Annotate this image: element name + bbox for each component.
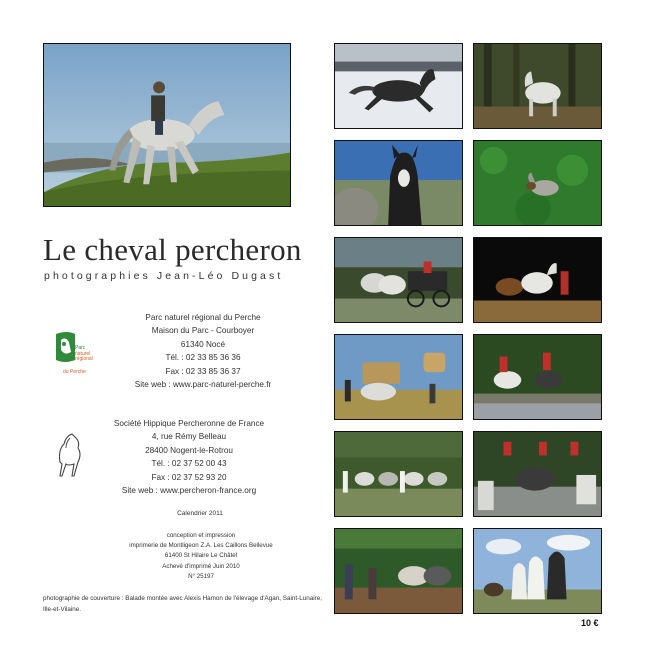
societe-name: Société Hippique Percheronne de France xyxy=(113,419,265,428)
parc-logo-word: régional xyxy=(75,356,93,363)
month-photo xyxy=(334,528,463,614)
printing-date: Achevé d'imprimé Juin 2010 xyxy=(162,562,240,570)
calendar-label: Calendrier 2011 xyxy=(177,510,223,517)
month-photo xyxy=(473,528,602,614)
cover-photo-caption: photographie de couverture : Balade montée avec Alexis Hamon de l'élevage d'Agan, Saint-Lunaire, Ille-et-Vilaine. xyxy=(43,595,322,613)
month-photo xyxy=(473,43,602,129)
societe-website: Site web : www.percheron-france.org xyxy=(121,485,257,495)
printing-company: imprimerie de Montligeon Z.A. Les Caillons Bellevue xyxy=(129,542,273,550)
parc-naturel-logo-icon xyxy=(53,330,93,378)
parc-city: 61340 Nocé xyxy=(180,339,226,349)
month-photo xyxy=(334,237,463,323)
societe-fax: Fax : 02 37 52 93 20 xyxy=(151,472,227,482)
parc-phone: Tél. : 02 33 85 36 36 xyxy=(165,353,241,363)
cover-photo xyxy=(43,43,291,207)
parc-contact-block xyxy=(103,311,303,391)
page-title: Le cheval percheron xyxy=(43,232,302,267)
printing-heading: conception et impression xyxy=(166,532,236,539)
percheron-horse-logo-icon xyxy=(54,432,86,478)
parc-address: Maison du Parc - Courboyer xyxy=(151,326,255,336)
parc-name: Parc naturel régional du Perche xyxy=(145,313,261,322)
parc-logo-word: naturel xyxy=(75,350,91,357)
month-photo xyxy=(473,237,602,323)
page-subtitle: photographies Jean-Léo Dugast xyxy=(44,270,284,282)
month-photo xyxy=(473,140,602,226)
month-photo xyxy=(334,431,463,517)
societe-city: 28400 Nogent-le-Rotrou xyxy=(145,445,233,455)
printing-block xyxy=(86,531,316,582)
parc-logo-word: Parc xyxy=(75,345,86,351)
societe-address: 4, rue Rémy Belleau xyxy=(151,432,227,442)
parc-website: Site web : www.parc-naturel-perche.fr xyxy=(134,379,272,389)
parc-fax: Fax : 02 33 85 36 37 xyxy=(165,366,241,376)
parc-logo-word: du Perche xyxy=(63,369,86,375)
price-label: 10 € xyxy=(581,618,599,628)
societe-contact-block xyxy=(89,417,289,497)
month-photo xyxy=(473,431,602,517)
month-photo xyxy=(334,140,463,226)
month-photo xyxy=(473,334,602,420)
month-photo xyxy=(334,43,463,129)
printing-city: 61400 St Hilaire Le Châtel xyxy=(164,552,238,560)
societe-phone: Tél. : 02 37 52 00 43 xyxy=(151,459,227,469)
month-photo xyxy=(334,334,463,420)
printing-number: N° 25197 xyxy=(188,572,214,580)
